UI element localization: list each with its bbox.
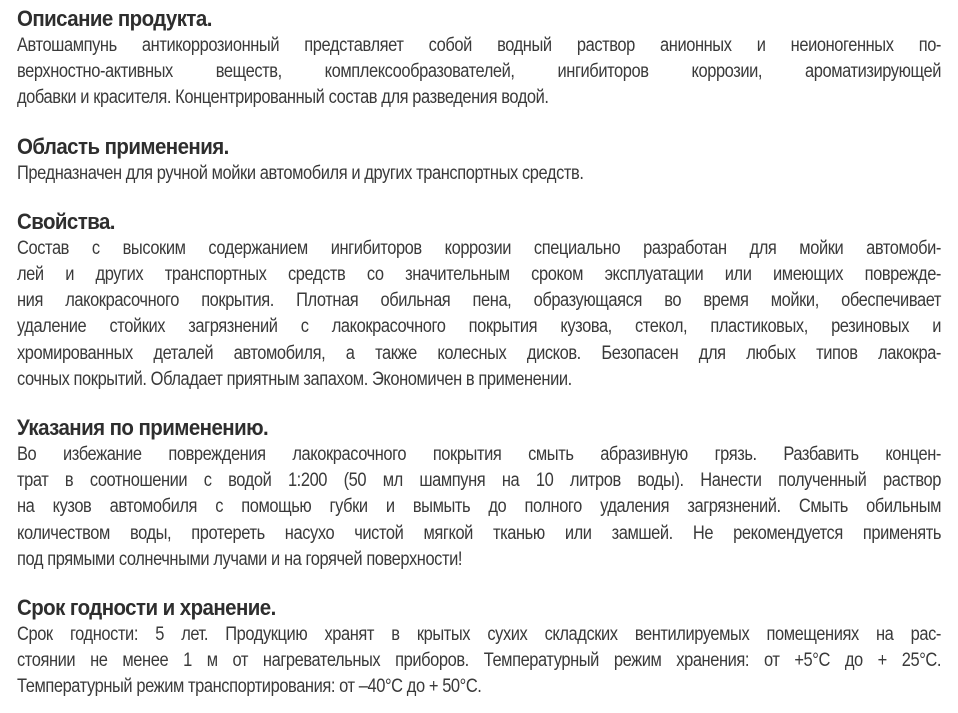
paragraph-line: хромированных деталей автомобиля, а также колесных дисков. Безопасен для любых типов лакокра- xyxy=(17,341,941,364)
paragraph-line: Автошампунь антикоррозионный представляет собой водный раствор анионных и неионогенных по- xyxy=(17,34,941,56)
section-shelf-life-storage xyxy=(17,595,940,700)
paragraph-line: лей и других транспортных средств со значительным сроком эксплуатации или имеющих поврежде- xyxy=(17,263,941,286)
paragraph-line: стоянии не менее 1 м от нагревательных приборов. Температурный режим хранения: от +5°C до + 25°C. xyxy=(17,649,941,672)
paragraph-line: сочных покрытий. Обладает приятным запахом. Экономичен в применении. xyxy=(17,367,572,390)
paragraph-line: под прямыми солнечными лучами и на горячей поверхности! xyxy=(17,547,463,570)
paragraph-line: количеством воды, протереть насухо чистой мягкой тканью или замшей. Не рекомендуется применять xyxy=(17,521,941,544)
section-usage-instructions xyxy=(17,415,940,572)
section-heading: Область применения. xyxy=(17,133,229,159)
paragraph-line: верхностно-активных веществ, комплексообразователей, ингибиторов коррозии, ароматизирующей xyxy=(17,60,941,83)
paragraph-line: Предназначен для ручной мойки автомобиля и других транспортных средств. xyxy=(17,161,584,184)
paragraph-line: Состав с высоким содержанием ингибиторов коррозии специально разработан для мойки автомоби- xyxy=(17,236,941,259)
section-properties xyxy=(17,209,940,392)
paragraph-line: на кузов автомобиля с помощью губки и вымыть до полного удаления загрязнений. Смыть обильным xyxy=(17,495,941,518)
section-heading: Срок годности и хранение. xyxy=(17,595,276,621)
paragraph-line: Срок годности: 5 лет. Продукцию хранят в крытых сухих складских вентилируемых помещениях на рас- xyxy=(17,623,941,646)
paragraph-line: Температурный режим транспортирования: от –40°C до + 50°C. xyxy=(17,675,482,698)
paragraph-line: Во избежание повреждения лакокрасочного покрытия смыть абразивную грязь. Разбавить концен- xyxy=(17,443,941,466)
section-heading: Описание продукта. xyxy=(17,6,212,31)
paragraph-line: удаление стойких загрязнений с лакокрасочного покрытия кузова, стекол, пластиковых, резиновых и xyxy=(17,315,941,338)
section-heading: Указания по применению. xyxy=(17,415,269,441)
paragraph-line: трат в соотношении с водой 1:200 (50 мл шампуня на 10 литров воды). Нанести полученный раствор xyxy=(17,469,941,492)
section-heading: Свойства. xyxy=(17,208,115,234)
section-application-area xyxy=(17,134,940,186)
paragraph-line: ния лакокрасочного покрытия. Плотная обильная пена, образующаяся во время мойки, обеспечивает xyxy=(17,289,941,312)
section-product-description xyxy=(17,6,940,111)
paragraph-line: добавки и красителя. Концентрированный состав для разведения водой. xyxy=(17,86,549,109)
